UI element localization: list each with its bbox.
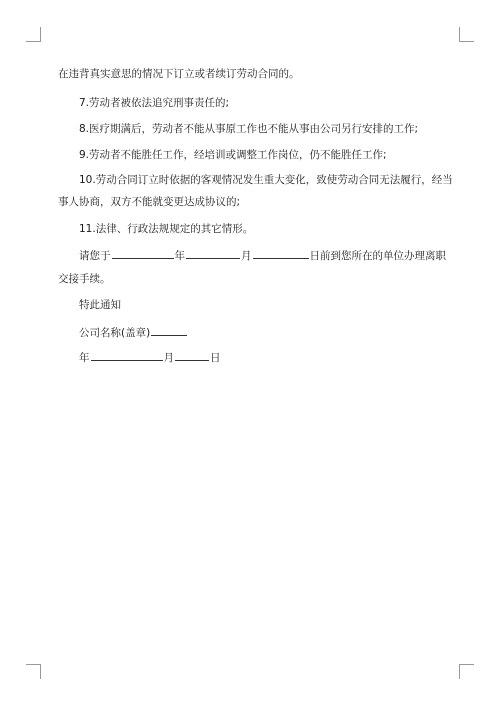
month-blank — [186, 247, 240, 259]
date-year-label: 年 — [79, 352, 90, 364]
date-month-label: 月 — [163, 352, 174, 364]
list-item-11: 11.法律、行政法规规定的其它情形。 — [79, 223, 254, 235]
company-label: 公司名称(盖章) — [79, 327, 151, 339]
crop-mark-bottom-left — [26, 664, 41, 679]
date-day-label: 日 — [210, 352, 221, 364]
year-blank — [112, 247, 174, 259]
crop-mark-top-right — [459, 27, 474, 42]
crop-mark-bottom-right — [459, 664, 474, 679]
intro-line: 在违背真实意思的情况下订立或者续订劳动合同的。 — [58, 68, 300, 80]
date-line — [79, 349, 221, 365]
list-item-9: 9.劳动者不能胜任工作，经培训或调整工作岗位，仍不能胜任工作; — [79, 149, 387, 161]
list-item-10-line-2: 事人协商，双方不能就变更达成协议的; — [58, 196, 241, 208]
list-item-10-line-1: 10.劳动合同订立时依据的客观情况发生重大变化，致使劳动合同无法履行，经当 — [79, 174, 453, 186]
request-year-label: 年 — [174, 250, 185, 262]
date-month-blank — [175, 349, 209, 361]
day-blank — [253, 247, 309, 259]
request-line — [79, 247, 446, 263]
request-suffix: 日前到您所在的单位办理离职 — [309, 250, 446, 262]
notice-text: 特此通知 — [79, 299, 121, 311]
request-month-label: 月 — [241, 250, 252, 262]
list-item-8: 8.医疗期满后，劳动者不能从事原工作也不能从事由公司另行安排的工作; — [79, 123, 419, 135]
crop-mark-top-left — [26, 27, 41, 42]
date-year-blank — [91, 349, 163, 361]
request-continuation: 交接手续。 — [58, 273, 111, 285]
request-prefix: 请您于 — [79, 250, 111, 262]
list-item-7: 7.劳动者被依法追究刑事责任的; — [79, 97, 230, 109]
company-blank — [151, 324, 187, 336]
company-line — [79, 324, 188, 340]
